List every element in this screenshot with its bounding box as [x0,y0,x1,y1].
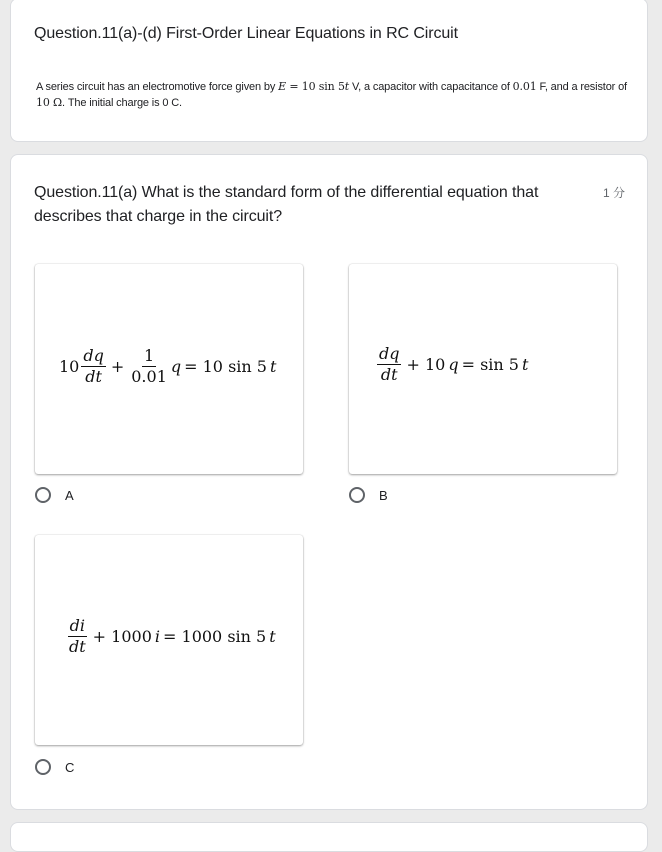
desc-e-var: E [278,80,286,93]
desc-math-e [278,80,349,93]
option-c-rhs: = 1000 sin 5 [163,627,267,646]
option-b-term: + 10 [406,355,446,374]
option-c-label: C [65,759,75,775]
option-b-equation [375,345,528,384]
section-title: Question.11(a)-(d) First-Order Linear Equations in RC Circuit [34,25,458,42]
option-c-var: i [154,627,161,646]
option-c-rhs-var: t [269,627,276,646]
option-a-rhs-var: t [269,357,277,376]
desc-text-3: F, and a resistor of [536,81,627,93]
section-description [36,79,631,111]
option-a-radio[interactable] [35,487,51,503]
option-a-num2: 1 [143,346,155,365]
option-a-derivative [81,347,105,386]
option-c-term: + 1000 [92,627,152,646]
option-a-plus: + [110,357,125,376]
desc-e-eq: = 10 sin 5 [286,80,345,93]
option-c[interactable] [35,759,74,775]
option-c-image[interactable] [35,535,303,745]
option-b-derivative [377,345,401,384]
option-b-radio[interactable] [349,487,365,503]
option-b-den: dt [380,365,398,384]
question-card [10,154,648,810]
option-b[interactable] [349,487,388,503]
option-a-fraction [129,347,169,386]
option-b-num: dq [379,344,400,363]
option-a-equation [59,347,276,386]
option-a-den: dt [85,367,102,386]
option-c-radio[interactable] [35,759,51,775]
desc-t-var: t [344,80,350,93]
points-badge: 1 分 [602,186,625,200]
option-a-image[interactable] [35,264,303,474]
question-title: Question.11(a) What is the standard form of the differential equation that describes that charge in the circuit? [34,184,539,225]
next-question-card [10,822,648,852]
option-a-label: A [65,487,74,503]
desc-text-1: A series circuit has an electromotive force given by [36,81,279,93]
desc-resistance: 10 Ω [36,96,63,109]
option-c-num: di [69,616,86,635]
option-a-den2: 0.01 [131,367,167,386]
option-c-den: dt [69,637,86,656]
option-b-rhs: = sin 5 [461,355,519,374]
option-a-var: q [170,357,182,376]
option-a[interactable] [35,487,74,503]
option-a-coef: 10 [59,357,80,376]
option-a-rhs: = 10 sin 5 [184,357,267,376]
desc-capacitance: 0.01 [512,80,537,93]
option-b-rhs-var: t [521,355,529,374]
option-b-label: B [379,487,388,503]
option-a-num: dq [83,346,104,365]
option-b-var: q [448,355,459,374]
desc-text-4: . The initial charge is 0 C. [62,97,182,109]
option-c-equation [65,617,276,656]
option-b-image[interactable] [349,264,617,474]
section-header-card [10,0,648,142]
desc-text-2: V, a capacitor with capacitance of [349,81,513,93]
option-c-derivative [67,617,88,656]
